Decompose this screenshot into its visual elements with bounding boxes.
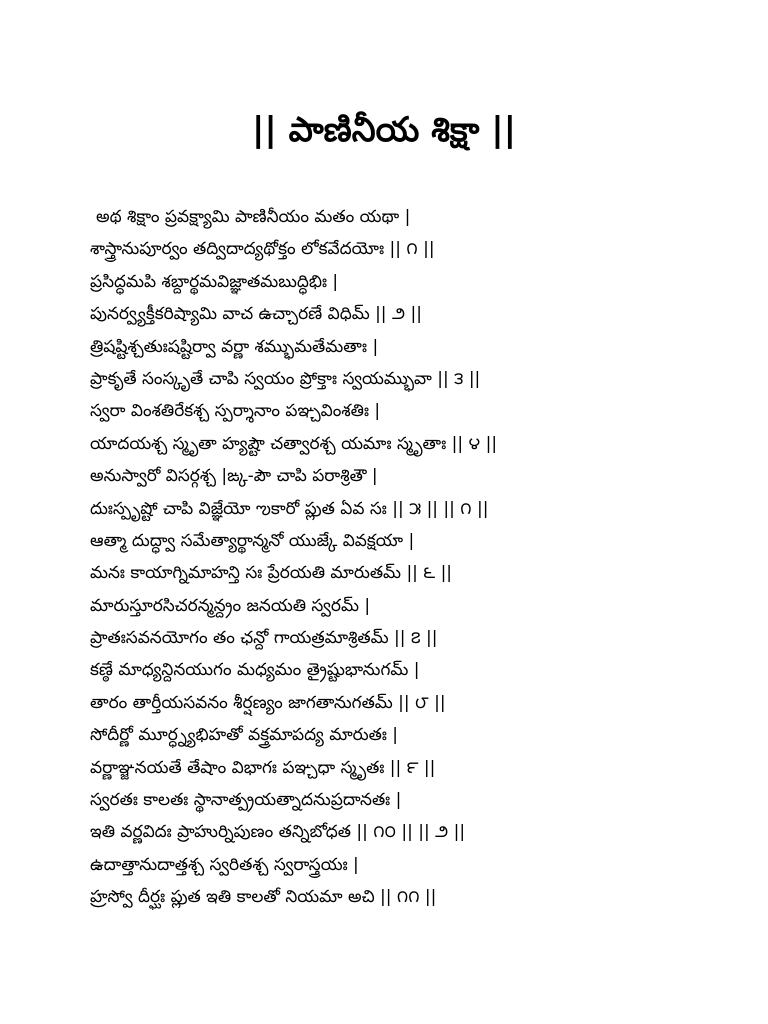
verse-line: ప్రాకృతే సంస్కృతే చాపి స్వయం ప్రోక్తాః స్వయమ్భువా || ౩ || [90, 368, 481, 389]
verse-line: మారుస్తూరసిచరన్మన్ద్రం జనయతి స్వరమ్ | [90, 595, 371, 616]
verse-list [90, 201, 750, 914]
verse-line: సోదీర్ణో మూర్ధ్న్యభిహతో వక్త్రమాపద్య మారుతః | [90, 725, 399, 746]
verse-line: ఇతి వర్ణవిదః ప్రాహుర్నిపుణం తన్నిబోధత || ౧౦ || || ౨ || [90, 822, 466, 843]
verse-line: యాదయశ్చ స్మృతా హ్యష్టౌ చత్వారశ్చ యమాః స్మృతాః || ౪ || [90, 433, 498, 454]
verse-line: స్వరతః కాలతః స్థానాత్ప్రయత్నాదనుప్రదానతః | [90, 790, 402, 811]
verse-line: ఉదాత్తానుదాత్తశ్చ స్వరితశ్చ స్వరాస్త్రయః | [90, 854, 359, 875]
verse-line: అథ శిక్షాం ప్రవక్ష్యామి పాణినీయం మతం యథా | [96, 207, 411, 227]
verse-line: వర్ణాఞ్జనయతే తేషాం విభాగః పఞ్చధా స్మృతః || ౯ || [90, 757, 436, 778]
verse-line: స్వరా వింశతిరేకశ్చ స్పర్శానాం పఞ్చవింశతిః | [90, 401, 381, 422]
verse-line: దుఃస్పృష్టో చాపి విజ్ఞేయో ఌకారో ప్లుత ఏవ సః || ౫ || || ౧ || [90, 498, 489, 519]
verse-line: ఆత్మా దుద్ధ్వా సమేత్యార్థాన్మనో యుజ్కే వివక్షయా | [90, 530, 415, 551]
verse-line: త్రిషష్టిశ్చతుఃషష్టిర్వా వర్ణా శమ్భుమతేమతాః | [90, 336, 379, 357]
verse-line: ప్రాతఃసవనయోగం తం ఛన్దో గాయత్రమాశ్రితమ్ || ౭ || [90, 628, 438, 649]
verse-line: హ్రస్వో దీర్ఘః ప్లుత ఇతి కాలతో నియమా అచి || ౧౧ || [90, 887, 437, 908]
verse-line: పునర్వ్యక్తీకరిష్యామి వాచ ఉచ్చారణే విధిమ్ || ౨ || [90, 304, 422, 325]
verse-line: మనః కాయాగ్నిమాహన్తి సః ప్రేరయతి మారుతమ్ || ౬ || [90, 563, 453, 584]
verse-line: తారం తార్తీయసవనం శీర్షణ్యం జాగతానుగతమ్ || ౮ || [90, 692, 446, 713]
document-title: || పాణినీయ శిక్షా || [251, 110, 517, 150]
verse-line: అనుస్వారో విసర్గశ్చ |ఙ్క-పౌ చాపి పరాశ్రితౌ | [90, 466, 378, 487]
verse-line: శాస్త్రానుపూర్వం తద్విదాద్యథోక్తం లోకవేదయోః || ౧ || [90, 239, 435, 260]
verse-line: కణ్ఠే మాధ్యన్దినయుగం మధ్యమం త్రైష్టుభానుగమ్ | [90, 660, 420, 681]
verse-line: ప్రసిద్ధమపి శబ్దార్థమవిజ్ఞాతమబుద్ధిభిః | [90, 271, 339, 292]
